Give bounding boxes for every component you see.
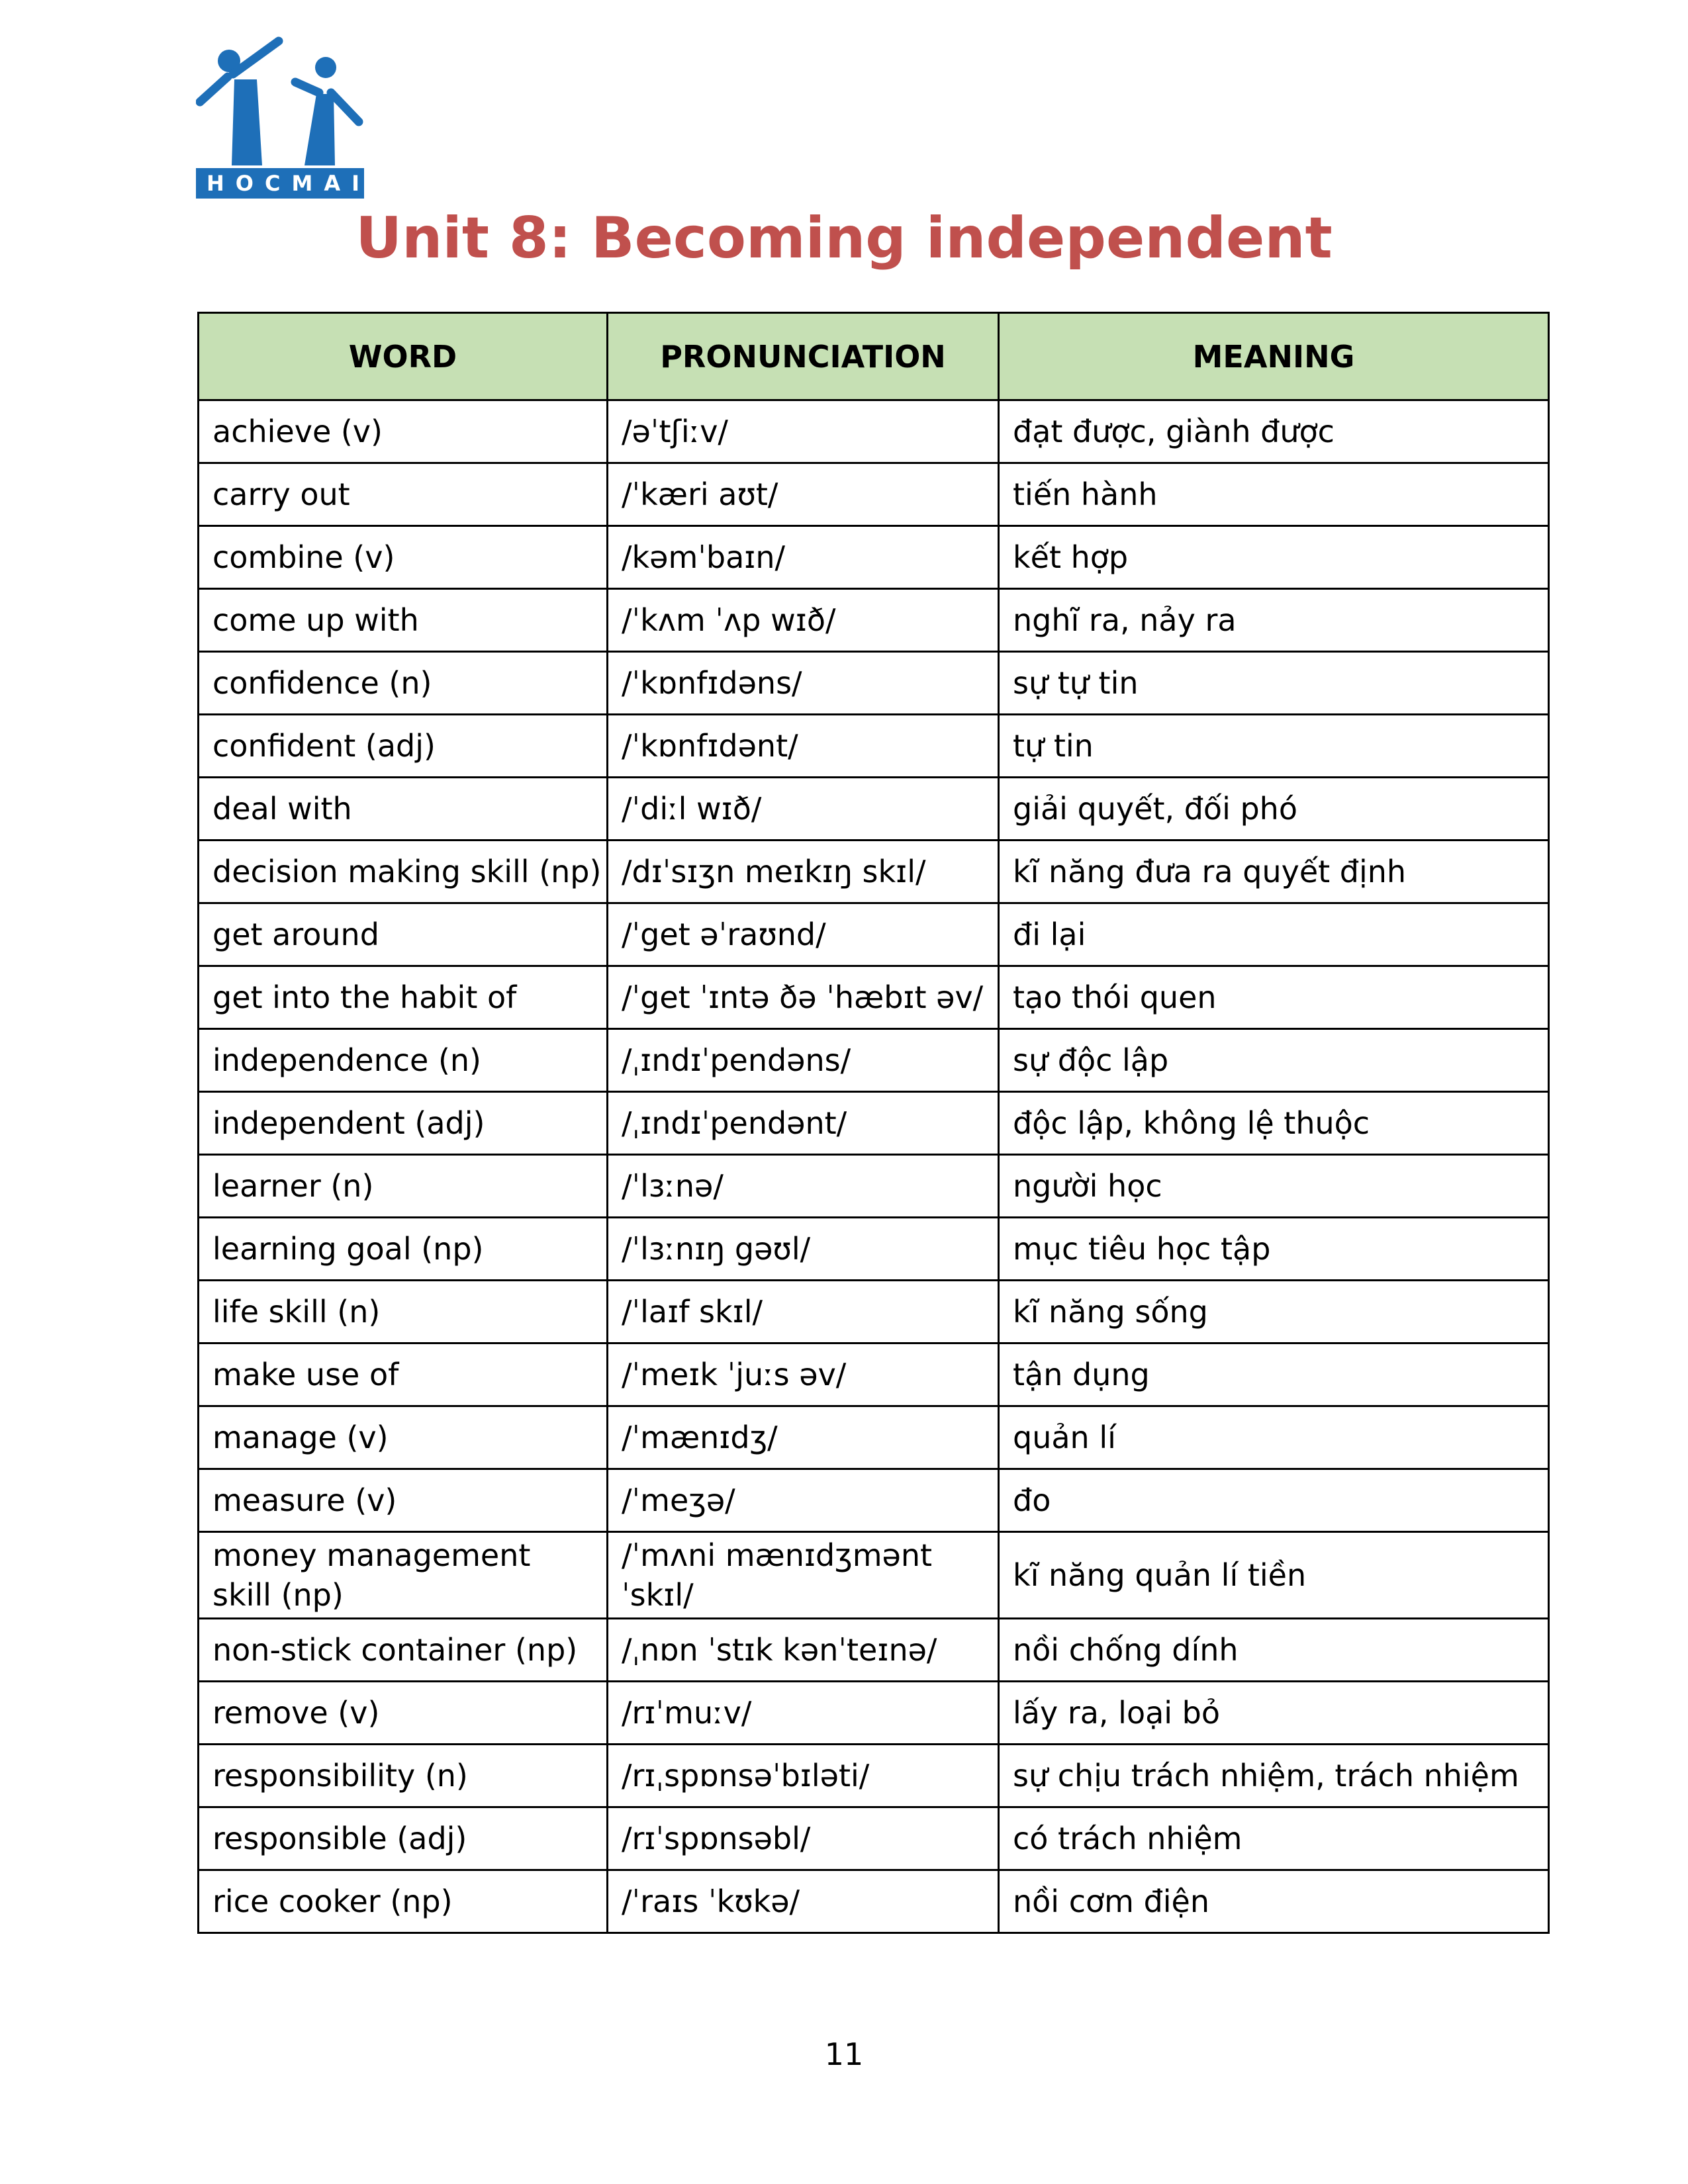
table-row	[199, 1092, 1549, 1155]
pronunciation-cell: /ˈkɒnfɪdənt/	[608, 715, 999, 778]
word-cell: confident (adj)	[199, 715, 608, 778]
table-row	[199, 1619, 1549, 1682]
page-number: 11	[824, 2036, 864, 2072]
word-cell: life skill (n)	[199, 1281, 608, 1343]
word-cell: manage (v)	[199, 1406, 608, 1469]
meaning-cell: mục tiêu học tập	[999, 1218, 1549, 1281]
table-header-row	[199, 313, 1549, 400]
table-row	[199, 1745, 1549, 1807]
table-row	[199, 778, 1549, 841]
header-pronunciation: PRONUNCIATION	[608, 313, 999, 400]
word-cell: decision making skill (np)	[199, 841, 608, 903]
pronunciation-cell: /ˈmeɪk ˈjuːs əv/	[608, 1343, 999, 1406]
table-row	[199, 589, 1549, 652]
word-cell: learning goal (np)	[199, 1218, 608, 1281]
pronunciation-cell: /ˈdiːl wɪð/	[608, 778, 999, 841]
pronunciation-cell: /ˈget ˈɪntə ðə ˈhæbɪt əv/	[608, 966, 999, 1029]
people-logo-icon	[196, 36, 364, 168]
meaning-cell: giải quyết, đối phó	[999, 778, 1549, 841]
pronunciation-cell: /ˈkɒnfɪdəns/	[608, 652, 999, 715]
pronunciation-cell: /ˈkʌm ˈʌp wɪð/	[608, 589, 999, 652]
pronunciation-cell: /ˈraɪs ˈkʊkə/	[608, 1870, 999, 1933]
table-row	[199, 1807, 1549, 1870]
word-cell: get into the habit of	[199, 966, 608, 1029]
word-cell: money management skill (np)	[199, 1532, 608, 1619]
meaning-cell: tạo thói quen	[999, 966, 1549, 1029]
meaning-cell: đạt được, giành được	[999, 400, 1549, 463]
word-cell: independence (n)	[199, 1029, 608, 1092]
word-cell: achieve (v)	[199, 400, 608, 463]
word-cell: carry out	[199, 463, 608, 526]
meaning-cell: kết hợp	[999, 526, 1549, 589]
table-row	[199, 1406, 1549, 1469]
table-row	[199, 1029, 1549, 1092]
meaning-cell: nồi cơm điện	[999, 1870, 1549, 1933]
hocmai-logo	[196, 36, 371, 199]
pronunciation-cell: /ˈkæri aʊt/	[608, 463, 999, 526]
meaning-cell: nghĩ ra, nảy ra	[999, 589, 1549, 652]
word-cell: confidence (n)	[199, 652, 608, 715]
table-row	[199, 903, 1549, 966]
meaning-cell: lấy ra, loại bỏ	[999, 1682, 1549, 1745]
pronunciation-cell: /kəmˈbaɪn/	[608, 526, 999, 589]
meaning-cell: đi lại	[999, 903, 1549, 966]
word-cell: remove (v)	[199, 1682, 608, 1745]
word-cell: come up with	[199, 589, 608, 652]
meaning-cell: quản lí	[999, 1406, 1549, 1469]
word-cell: get around	[199, 903, 608, 966]
vocabulary-table	[197, 312, 1550, 1934]
meaning-cell: tận dụng	[999, 1343, 1549, 1406]
meaning-cell: sự chịu trách nhiệm, trách nhiệm	[999, 1745, 1549, 1807]
pronunciation-cell: /ˌnɒn ˈstɪk kənˈteɪnə/	[608, 1619, 999, 1682]
table-row	[199, 463, 1549, 526]
table-row	[199, 400, 1549, 463]
table-row	[199, 1870, 1549, 1933]
table-row	[199, 1155, 1549, 1218]
pronunciation-cell: /rɪˈspɒnsəbl/	[608, 1807, 999, 1870]
meaning-cell: kĩ năng sống	[999, 1281, 1549, 1343]
word-cell: make use of	[199, 1343, 608, 1406]
table-row	[199, 1343, 1549, 1406]
page-title: Unit 8: Becoming independent	[355, 205, 1333, 271]
table-row	[199, 1469, 1549, 1532]
meaning-cell: độc lập, không lệ thuộc	[999, 1092, 1549, 1155]
table-row	[199, 1281, 1549, 1343]
table-row	[199, 966, 1549, 1029]
pronunciation-cell: /ˈmʌni mænɪdʒmənt ˈskɪl/	[608, 1532, 999, 1619]
pronunciation-cell: /ˈlɜːnɪŋ gəʊl/	[608, 1218, 999, 1281]
pronunciation-cell: /ˌɪndɪˈpendəns/	[608, 1029, 999, 1092]
header-meaning: MEANING	[999, 313, 1549, 400]
table-row	[199, 715, 1549, 778]
meaning-cell: tiến hành	[999, 463, 1549, 526]
pronunciation-cell: /rɪˈmuːv/	[608, 1682, 999, 1745]
pronunciation-cell: /ˈmeʒə/	[608, 1469, 999, 1532]
meaning-cell: kĩ năng đưa ra quyết định	[999, 841, 1549, 903]
pronunciation-cell: /dɪˈsɪʒn meɪkɪŋ skɪl/	[608, 841, 999, 903]
word-cell: non-stick container (np)	[199, 1619, 608, 1682]
meaning-cell: đo	[999, 1469, 1549, 1532]
word-cell: independent (adj)	[199, 1092, 608, 1155]
pronunciation-cell: /ˈlɜːnə/	[608, 1155, 999, 1218]
table-row	[199, 1218, 1549, 1281]
pronunciation-cell: /ˈlaɪf skɪl/	[608, 1281, 999, 1343]
word-cell: learner (n)	[199, 1155, 608, 1218]
pronunciation-cell: /rɪˌspɒnsəˈbɪləti/	[608, 1745, 999, 1807]
pronunciation-cell: /ˈmænɪdʒ/	[608, 1406, 999, 1469]
word-cell: rice cooker (np)	[199, 1870, 608, 1933]
pronunciation-cell: /ˈget əˈraʊnd/	[608, 903, 999, 966]
meaning-cell: sự độc lập	[999, 1029, 1549, 1092]
logo-wordmark: HOCMAI	[196, 168, 364, 199]
meaning-cell: nồi chống dính	[999, 1619, 1549, 1682]
meaning-cell: kĩ năng quản lí tiền	[999, 1532, 1549, 1619]
table-row	[199, 841, 1549, 903]
table-row	[199, 1532, 1549, 1619]
header-word: WORD	[199, 313, 608, 400]
word-cell: measure (v)	[199, 1469, 608, 1532]
word-cell: combine (v)	[199, 526, 608, 589]
word-cell: responsibility (n)	[199, 1745, 608, 1807]
word-cell: deal with	[199, 778, 608, 841]
table-row	[199, 652, 1549, 715]
word-cell: responsible (adj)	[199, 1807, 608, 1870]
table-row	[199, 526, 1549, 589]
pronunciation-cell: /ˌɪndɪˈpendənt/	[608, 1092, 999, 1155]
meaning-cell: tự tin	[999, 715, 1549, 778]
meaning-cell: người học	[999, 1155, 1549, 1218]
meaning-cell: có trách nhiệm	[999, 1807, 1549, 1870]
meaning-cell: sự tự tin	[999, 652, 1549, 715]
pronunciation-cell: /əˈtʃiːv/	[608, 400, 999, 463]
table-row	[199, 1682, 1549, 1745]
